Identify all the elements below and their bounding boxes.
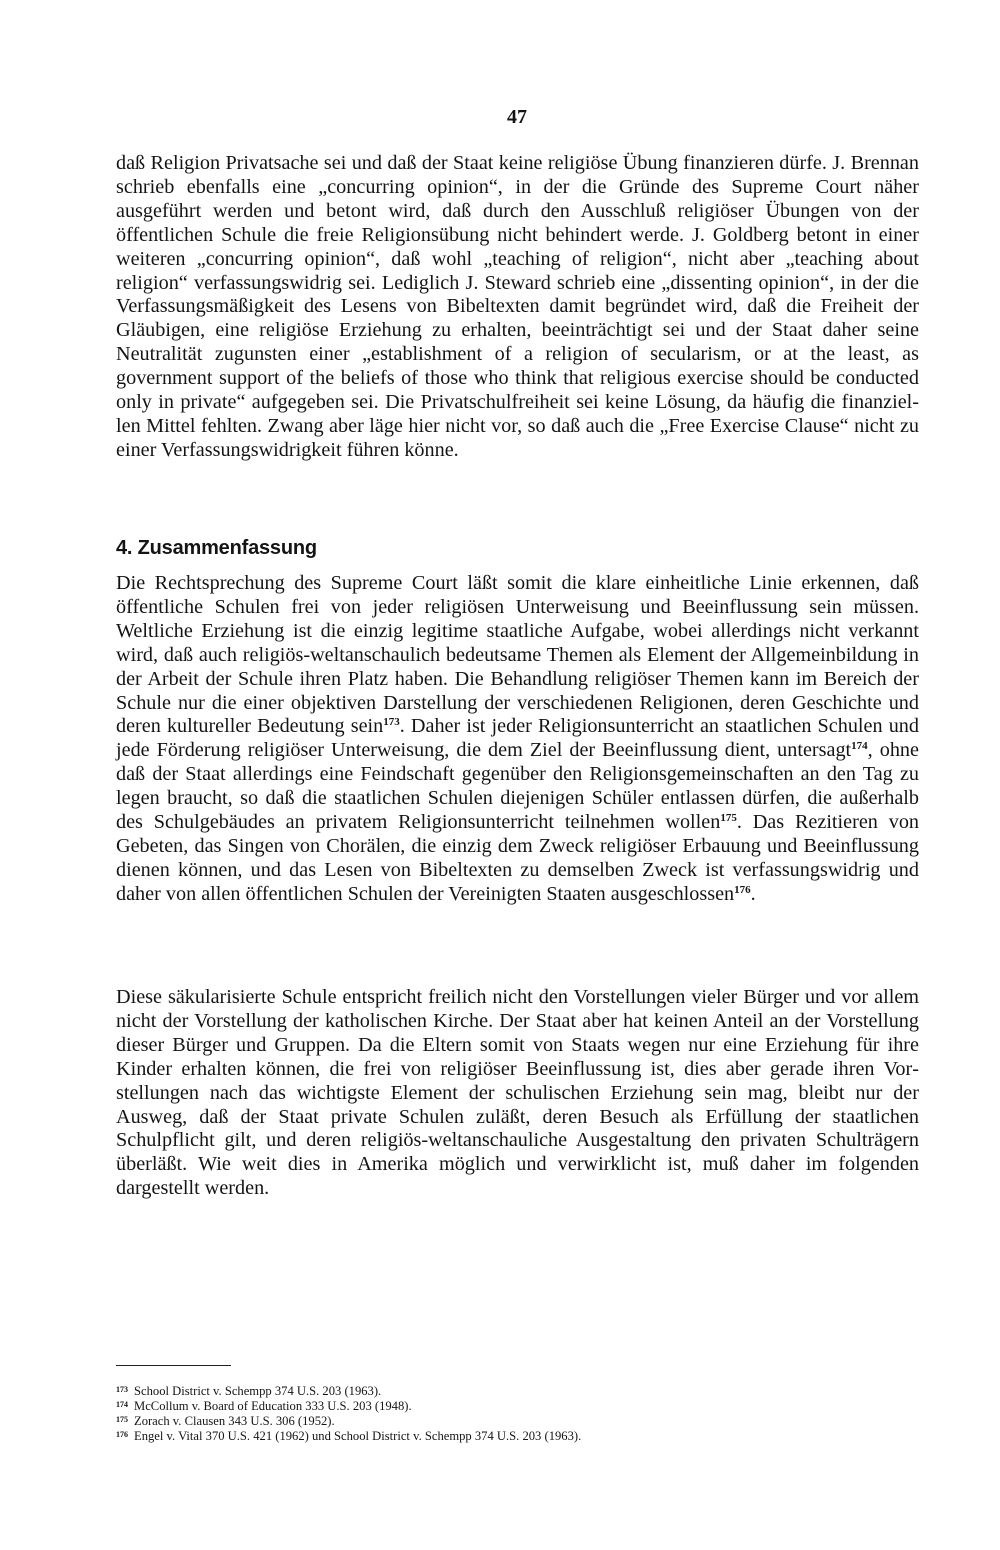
footnote-number: 173 <box>116 1385 128 1394</box>
footnote-ref[interactable]: 174 <box>851 740 868 753</box>
footnotes <box>116 1383 916 1443</box>
summary-text: . Das Rezitieren von Gebeten, das Singen von Chorälen, die einzig dem Zweck religiöser Erbauung und Beeinflussung dienen können, und das Lesen von Bibeltexten zu demselben Zweck ist verfassungswidrig und daher von allen öffentlichen Schulen der Vereinigten Staaten ausgeschlossen <box>116 811 920 905</box>
footnote-ref[interactable]: 176 <box>734 883 751 896</box>
paragraph-continuation: daß Religion Privatsache sei und daß der Staat keine religiöse Übung finanzieren dürfe. J. Brennan schrieb ebenfalls eine „concurring opinion“, in der die Gründe des Supreme Court näher ausgeführt werden und betont wird, daß durch den Ausschluß religiöser Übungen von der öffentlichen Schule die freie Religionsübung nicht behindert werde. J. Goldberg betont in einer weiteren „concurring opinion“, daß wohl „teaching of religion“, nicht aber „teaching about religion“ verfassungswidrig sei. Lediglich J. Steward schrieb eine „dissenting opinion“, in der die Verfassungsmäßigkeit des Lesens von Bibeltexten damit begründet wird, daß die Freiheit der Gläubigen, eine religiöse Erziehung zu erhalten, beeinträchtigt sei und der Staat daher seine Neutralität zugunsten einer „establishment of a religion of secularism, or at the least, as government support of the beliefs of those who think that religious exercise should be conducted only in private“ aufgegeben sei. Die Privatschulfreiheit sei keine Lösung, da häufig die finanziellen Mittel fehlten. Zwang aber läge hier nicht vor, so daß auch die „Free Exercise Clause“ nicht zu einer Verfassungswidrigkeit führen könne. <box>116 152 919 461</box>
summary-text: . <box>750 882 756 905</box>
footnote-ref[interactable]: 175 <box>720 812 737 825</box>
footnote <box>116 1398 916 1413</box>
summary-text: , ohne daß der Staat allerdings eine Feindschaft gegenüber den Religionsgemeinschaften an den Tag zu legen braucht, so daß die staatlichen Schulen diejenigen Schüler entlassen dürfen, die außerhalb des Schulgebäudes an privatem Religionsunterricht teilnehmen wollen <box>116 739 919 834</box>
footnote-separator <box>116 1365 231 1366</box>
footnote-text: Zorach v. Clausen 343 U.S. 306 (1952). <box>134 1414 335 1428</box>
footnote-number: 174 <box>116 1400 128 1409</box>
page-number: 47 <box>507 106 527 128</box>
summary-text: . Daher ist jeder Religionsunterricht an staatlichen Schulen und jede Förderung religiöser Unterweisung, die dem Ziel der Beeinflussung dient, untersagt <box>116 715 919 762</box>
summary-paragraph <box>116 572 919 907</box>
footnote-ref[interactable]: 173 <box>383 716 400 729</box>
footnote <box>116 1383 916 1398</box>
section-heading: 4. Zusammenfassung <box>116 537 317 559</box>
summary-text: Die Rechtsprechung des Supreme Court läßt somit die klare einheitliche Linie erkennen, daß öffentliche Schulen frei von jeder religiösen Unterweisung und Beeinflussung sein müssen. Weltliche Erziehung ist die einzig legitime staatliche Aufgabe, wobei allerdings nicht verkannt wird, daß auch religiös-weltanschaulich bedeutsame Themen als Element der Allgemeinbildung in der Arbeit der Schule ihren Platz haben. Die Behandlung religiöser Themen kann im Bereich der Schule nur die einer objektiven Darstellung der verschiedenen Religionen, deren Geschichte und deren kultureller Bedeutung sein <box>116 572 919 738</box>
footnote <box>116 1428 916 1443</box>
footnote-text: School District v. Schempp 374 U.S. 203 (1963). <box>134 1384 382 1398</box>
footnote-text: Engel v. Vital 370 U.S. 421 (1962) und School District v. Schempp 374 U.S. 203 (1963). <box>134 1429 582 1443</box>
footnote-number: 176 <box>116 1430 128 1439</box>
closing-paragraph: Diese säkularisierte Schule entspricht freilich nicht den Vorstellungen vieler Bürger und vor allem nicht der Vorstellung der katholischen Kirche. Der Staat aber hat keinen Anteil an der Vorstellung dieser Bürger und Gruppen. Da die Eltern somit von Staats wegen nur eine Erziehung für ihre Kinder erhalten können, die frei von religiöser Beeinflussung ist, dies aber gerade ihren Vorstellungen nach das wichtigste Element der schulischen Erziehung sein mag, bleibt nur der Ausweg, daß der Staat private Schulen zuläßt, deren Besuch als Erfüllung der staatlichen Schulpflicht gilt, und deren religiös-weltanschauliche Ausgestaltung den privaten Schulträgern überläßt. Wie weit dies in Amerika möglich und verwirklicht ist, muß daher im folgenden dargestellt werden. <box>116 986 919 1200</box>
footnote-text: McCollum v. Board of Education 333 U.S. 203 (1948). <box>134 1399 412 1413</box>
footnote <box>116 1413 916 1428</box>
footnote-number: 175 <box>116 1415 128 1424</box>
